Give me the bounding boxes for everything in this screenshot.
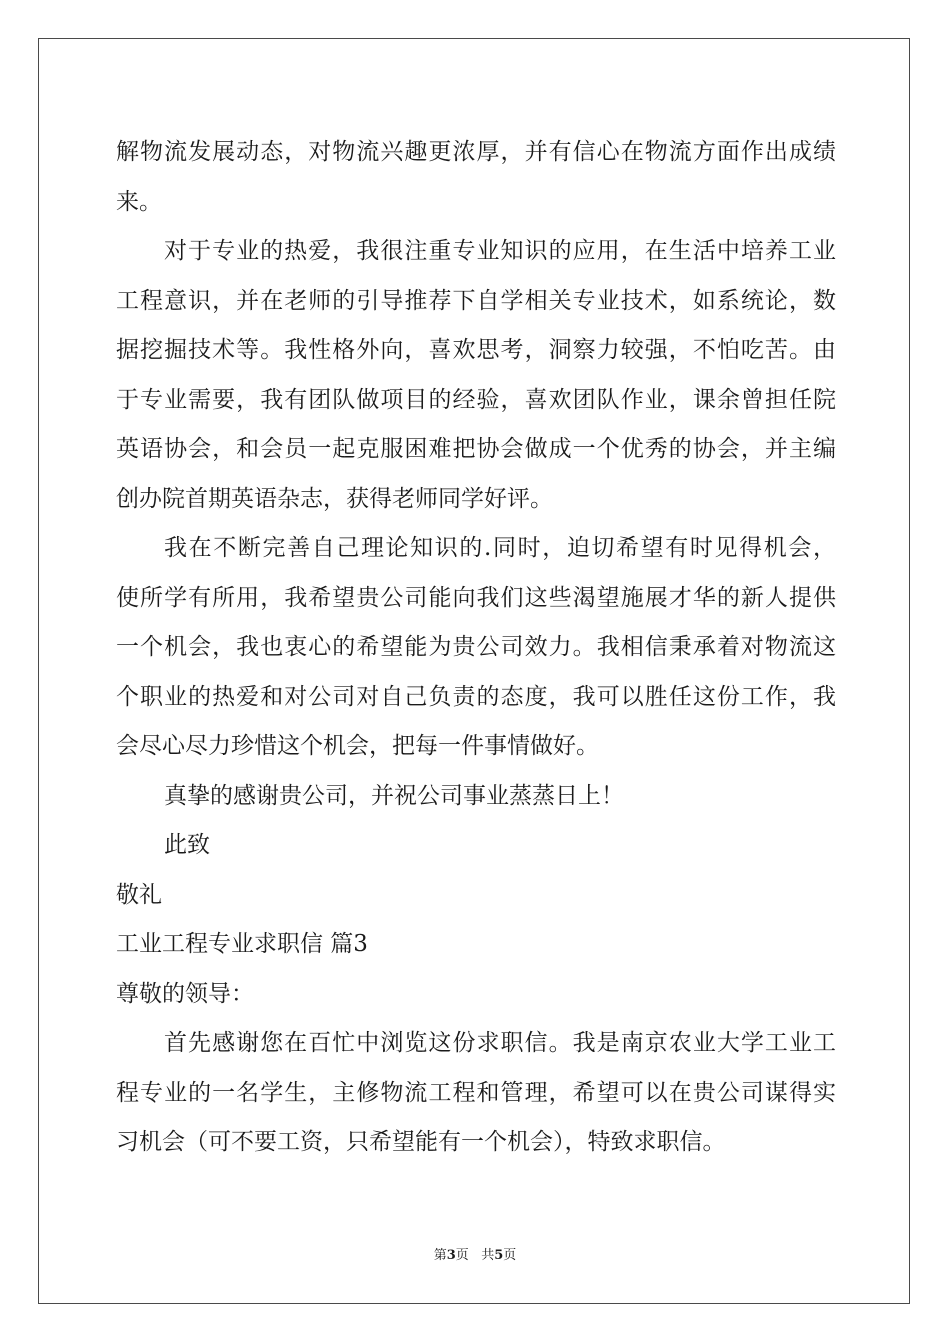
page-number: 3 — [446, 1248, 456, 1263]
body-line: 工程意识，并在老师的引导推荐下自学相关专业技术，如系统论，数 — [116, 287, 836, 314]
section-heading: 工业工程专业求职信 篇3 — [116, 931, 368, 957]
closing-regards: 敬礼 — [116, 881, 162, 908]
body-line: 真挚的感谢贵公司，并祝公司事业蒸蒸日上！ — [164, 782, 624, 809]
greeting: 尊敬的领导： — [116, 980, 254, 1007]
page-suffix: 页 — [455, 1248, 469, 1263]
body-line: 对于专业的热爱，我很注重专业知识的应用，在生活中培养工业 — [164, 238, 836, 264]
body-line: 程专业的一名学生，主修物流工程和管理，希望可以在贵公司谋得实 — [116, 1079, 836, 1106]
document-body — [116, 128, 836, 1168]
closing-salutation: 此致 — [164, 832, 210, 858]
body-line: 一个机会，我也衷心的希望能为贵公司效力。我相信秉承着对物流这 — [116, 634, 836, 660]
total-prefix: 共 — [481, 1248, 495, 1263]
total-suffix: 页 — [503, 1248, 517, 1263]
body-line: 会尽心尽力珍惜这个机会，把每一件事情做好。 — [116, 733, 599, 759]
page-footer — [0, 1244, 950, 1263]
body-line: 创办院首期英语杂志，获得老师同学好评。 — [116, 485, 553, 512]
total-pages: 5 — [494, 1248, 504, 1263]
body-line: 首先感谢您在百忙中浏览这份求职信。我是南京农业大学工业工 — [164, 1030, 836, 1056]
body-line: 使所学有所用，我希望贵公司能向我们这些渴望施展才华的新人提供 — [116, 584, 836, 611]
body-line: 我在不断完善自己理论知识的.同时，迫切希望有时见得机会， — [164, 535, 836, 561]
body-line: 来。 — [116, 188, 162, 215]
body-line: 习机会（可不要工资，只希望能有一个机会），特致求职信。 — [116, 1129, 726, 1155]
body-line: 据挖掘技术等。我性格外向，喜欢思考，洞察力较强，不怕吃苦。由 — [116, 337, 836, 363]
page-prefix: 第 — [433, 1248, 447, 1263]
body-line: 英语协会，和会员一起克服困难把协会做成一个优秀的协会，并主编 — [116, 436, 836, 462]
body-line: 个职业的热爱和对公司对自己负责的态度，我可以胜任这份工作，我 — [116, 683, 836, 710]
body-line: 解物流发展动态，对物流兴趣更浓厚，并有信心在物流方面作出成绩 — [116, 139, 836, 165]
body-line: 于专业需要，我有团队做项目的经验，喜欢团队作业，课余曾担任院 — [116, 386, 836, 413]
